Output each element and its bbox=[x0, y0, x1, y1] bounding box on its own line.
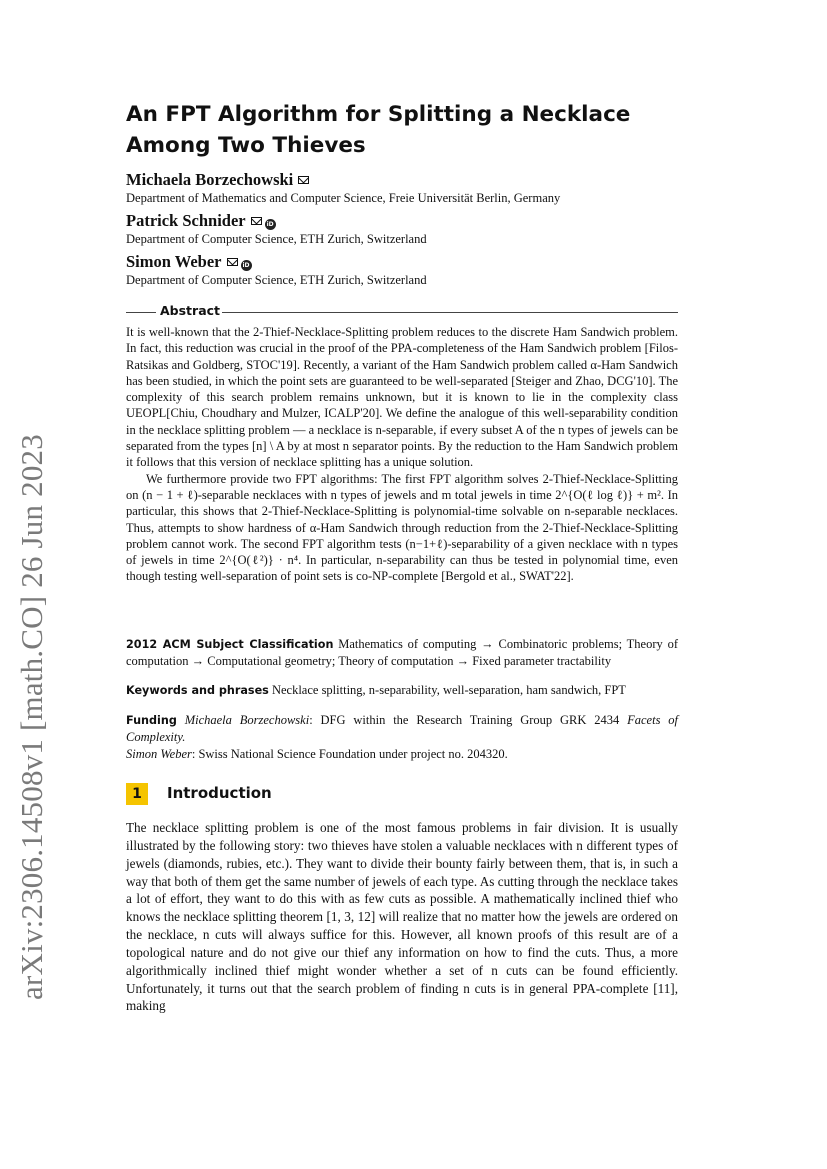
keywords bbox=[126, 682, 678, 699]
author-2 bbox=[126, 211, 276, 231]
author-1 bbox=[126, 170, 309, 190]
abstract-label: Abstract bbox=[160, 303, 221, 318]
funding bbox=[126, 712, 678, 762]
author-3 bbox=[126, 252, 252, 272]
paper-title: An FPT Algorithm for Splitting a Necklace Among Two Thieves bbox=[126, 102, 631, 158]
divider bbox=[126, 312, 156, 313]
email-icon[interactable] bbox=[251, 217, 262, 225]
acm-text: Mathematics of computing → Combinatoric problems; Theory of computation → Computational geometry; Theory of computation → Fixed parameter tractability bbox=[126, 637, 678, 669]
abstract-heading bbox=[126, 303, 678, 321]
funding-italic-1: Facets of Complexity. bbox=[126, 713, 679, 745]
divider bbox=[222, 312, 678, 313]
funding-name-1: Michaela Borzechowski bbox=[184, 713, 310, 727]
abstract-body bbox=[126, 324, 678, 585]
introduction-body: The necklace splitting problem is one of the most famous problems in fair division. It is usually illustrated by the following story: two thieves have stolen a valuable necklaces with n different types of jewels (diamonds, rubies, etc.). They want to divide their bounty fairly between them, that is, in such a way that both of them get the same number of jewels of each type. As cutting through the necklace takes a lot of effort, they want to do this with as few cuts as possible. A mathematically inclined thief who knows the necklace splitting theorem [1, 3, 12] will realize that no matter how the jewels are ordered on the necklace, n cuts will always suffice for this. However, all known proofs of this result are of a topological nature and do not give our thief any information on how to find the cuts. Thus, a more algorithmically inclined thief might wonder whether a set of n cuts can be found efficiently. Unfortunately, it turns out that the search problem of finding n cuts is in general PPA-complete [11], making bbox=[126, 820, 678, 1014]
author-3-affiliation: Department of Computer Science, ETH Zurich, Switzerland bbox=[126, 273, 427, 287]
arxiv-identifier: arXiv:2306.14508v1 [math.CO] 26 Jun 2023 bbox=[14, 434, 49, 1000]
section-number: 1 bbox=[126, 783, 148, 805]
email-icon[interactable] bbox=[298, 176, 309, 184]
keywords-text: Necklace splitting, n-separability, well-separation, ham sandwich, FPT bbox=[271, 683, 626, 697]
orcid-icon[interactable]: iD bbox=[242, 262, 250, 269]
funding-label: Funding bbox=[126, 714, 177, 727]
keywords-label: Keywords and phrases bbox=[126, 684, 269, 697]
funding-text-2: : Swiss National Science Foundation under project no. 204320. bbox=[191, 746, 508, 761]
acm-classification bbox=[126, 636, 678, 670]
funding-text-1: : DFG within the Research Training Group GRK 2434 bbox=[309, 713, 628, 727]
section-title: Introduction bbox=[167, 784, 272, 802]
orcid-icon[interactable]: iD bbox=[266, 221, 274, 228]
funding-name-2: Simon Weber bbox=[126, 746, 192, 761]
abstract-paragraph-2: We furthermore provide two FPT algorithms: The first FPT algorithm solves 2-Thief-Necklace-Splitting on (n − 1 + ℓ)-separable necklaces with n types of jewels and m total jewels in time 2^{O(ℓ log ℓ)} + m². In particular, this shows that 2-Thief-Necklace-Splitting is polynomial-time solvable on n-separable necklaces. Thus, attempts to show hardness of α-Ham Sandwich through reduction from the 2-Thief-Necklace-Splitting problem cannot work. The second FPT algorithm tests (n−1+ℓ)-separability of a given necklace with n types of jewels in time 2^{O(ℓ²)} · n⁴. In particular, n-separability can thus be tested in polynomial time, even though testing well-separation of point sets is co-NP-complete [Bergold et al., SWAT'22]. bbox=[126, 471, 678, 584]
author-name: Michaela Borzechowski bbox=[126, 170, 294, 189]
author-1-affiliation: Department of Mathematics and Computer Science, Freie Universität Berlin, Germany bbox=[126, 191, 561, 205]
email-icon[interactable] bbox=[227, 258, 238, 266]
author-name: Patrick Schnider bbox=[126, 211, 246, 230]
author-2-affiliation: Department of Computer Science, ETH Zurich, Switzerland bbox=[126, 232, 427, 246]
author-name: Simon Weber bbox=[126, 252, 222, 271]
abstract-paragraph-1: It is well-known that the 2-Thief-Necklace-Splitting problem reduces to the discrete Ham Sandwich problem. In fact, this reduction was crucial in the proof of the PPA-completeness of the Ham Sandwich problem [Filos-Ratsikas and Goldberg, STOC'19]. Recently, a variant of the Ham Sandwich problem called α-Ham Sandwich has been studied, in which the point sets are guaranteed to be well-separated [Steiger and Zhao, DCG'10]. The complexity of this search problem remains unknown, but it is known to lie in the complexity class UEOPL[Chiu, Choudhary and Mulzer, ICALP'20]. We define the analogue of this well-separability condition in the necklace splitting problem — a necklace is n-separable, if every subset A of the n types of jewels can be separated from the types [n] \ A by at most n separator points. By the reduction to the Ham Sandwich problem it follows that this version of necklace splitting has a unique solution. bbox=[126, 325, 678, 470]
acm-label: 2012 ACM Subject Classification bbox=[126, 638, 334, 651]
